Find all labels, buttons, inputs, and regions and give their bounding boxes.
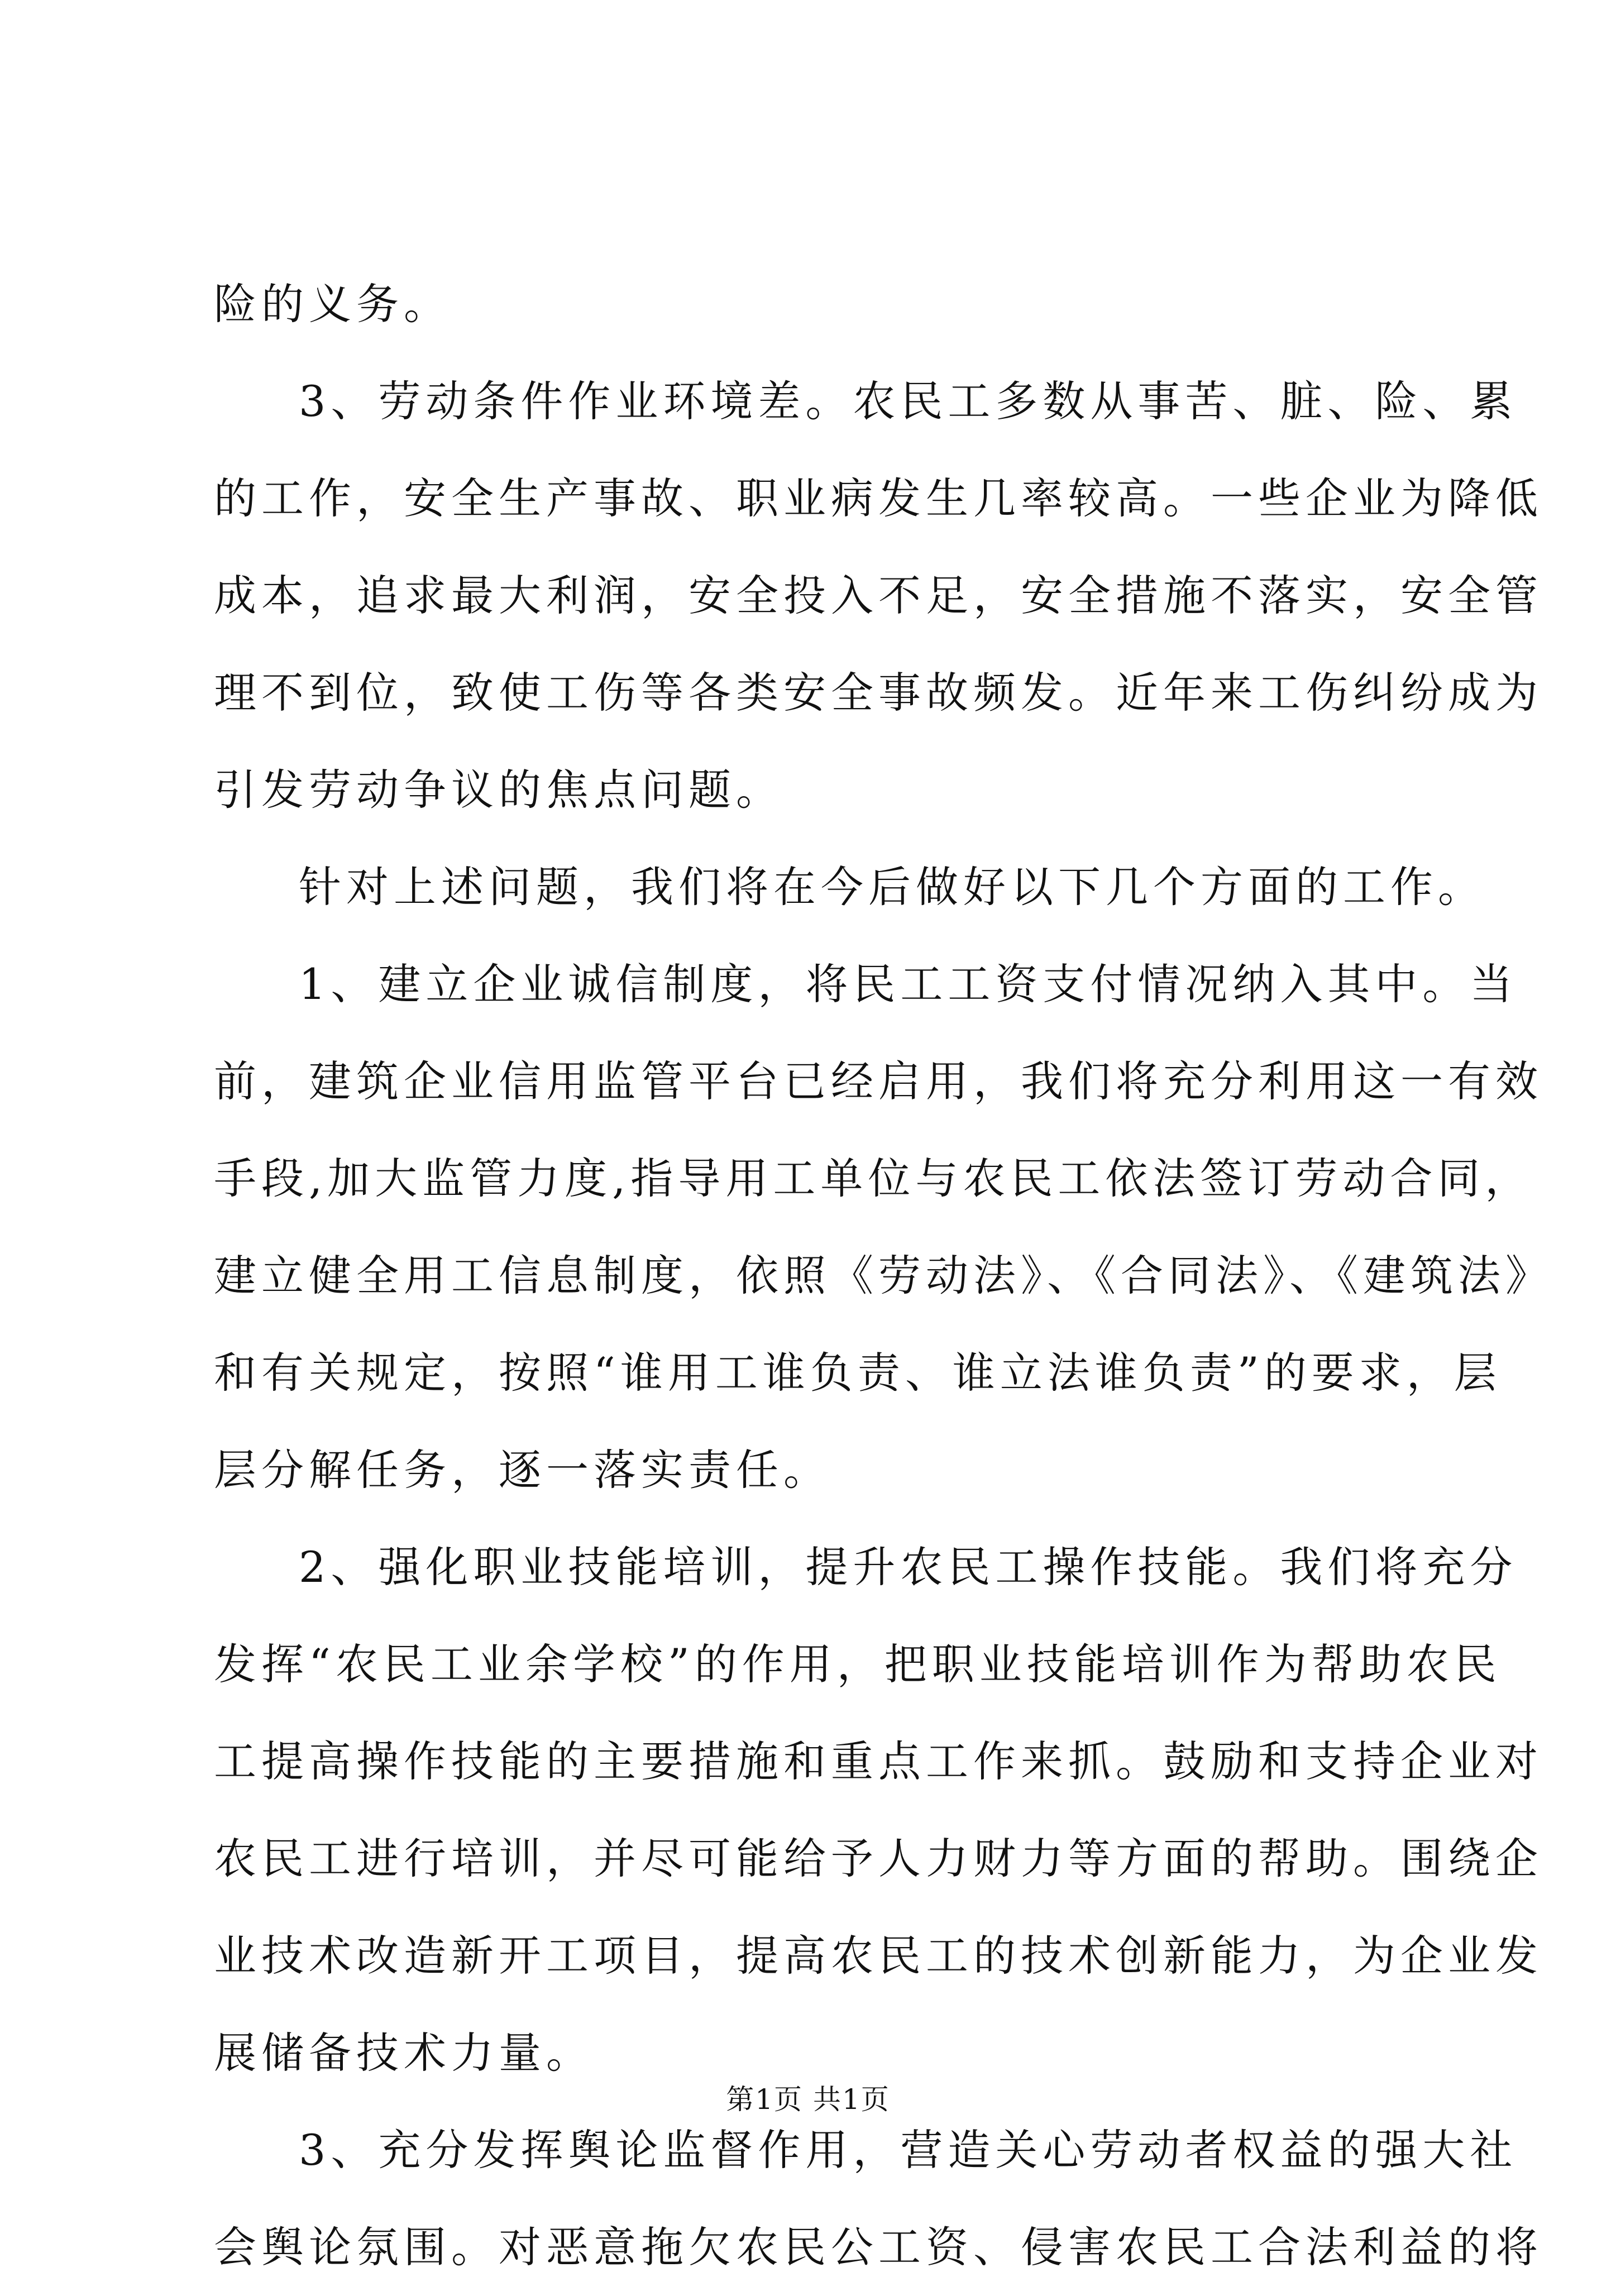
body-line-1: 险的义务。 (214, 279, 451, 329)
body-line-6: 引发劳动争议的焦点问题。 (214, 765, 783, 815)
body-line-14: 2、强化职业技能培训，提升农民工操作技能。我们将充分 (299, 1542, 1518, 1592)
body-line-20: 3、充分发挥舆论监督作用，营造关心劳动者权益的强大社 (299, 2125, 1518, 2175)
page-footer (0, 2083, 1616, 2116)
page-number-label: 第1页 共1页 (726, 2083, 890, 2116)
body-line-3: 的工作，安全生产事故、职业病发生几率较高。一些企业为降低 (214, 473, 1543, 523)
document-body (214, 256, 1553, 2296)
body-line-18: 业技术改造新开工项目，提高农民工的技术创新能力，为企业发 (214, 1931, 1543, 1981)
body-line-11: 建立健全用工信息制度，依照《劳动法》、《合同法》、《建筑法》 (214, 1251, 1553, 1300)
body-line-17: 农民工进行培训，并尽可能给予人力财力等方面的帮助。围绕企 (214, 1834, 1543, 1883)
body-line-7: 针对上述问题，我们将在今后做好以下几个方面的工作。 (299, 862, 1485, 912)
body-line-10: 手段,加大监管力度,指导用工单位与农民工依法签订劳动合同， (214, 1154, 1533, 1203)
body-line-13: 层分解任务，逐一落实责任。 (214, 1445, 831, 1495)
body-line-4: 成本，追求最大利润，安全投入不足，安全措施不落实，安全管 (214, 571, 1543, 620)
body-line-15: 发挥“农民工业余学校”的作用，把职业技能培训作为帮助农民 (214, 1639, 1502, 1689)
body-line-8: 1、建立企业诚信制度，将民工工资支付情况纳入其中。当 (299, 959, 1518, 1009)
body-line-19: 展储备技术力量。 (214, 2028, 594, 2078)
body-line-12: 和有关规定，按照“谁用工谁负责、谁立法谁负责”的要求，层 (214, 1348, 1502, 1398)
body-line-9: 前，建筑企业信用监管平台已经启用，我们将充分利用这一有效 (214, 1056, 1543, 1106)
body-line-16: 工提高操作技能的主要措施和重点工作来抓。鼓励和支持企业对 (214, 1737, 1543, 1786)
body-line-5: 理不到位，致使工伤等各类安全事故频发。近年来工伤纠纷成为 (214, 668, 1543, 718)
body-line-21: 会舆论氛围。对恶意拖欠农民公工资、侵害农民工合法利益的将 (214, 2222, 1543, 2272)
body-line-2: 3、劳动条件作业环境差。农民工多数从事苦、脏、险、累 (299, 376, 1518, 426)
